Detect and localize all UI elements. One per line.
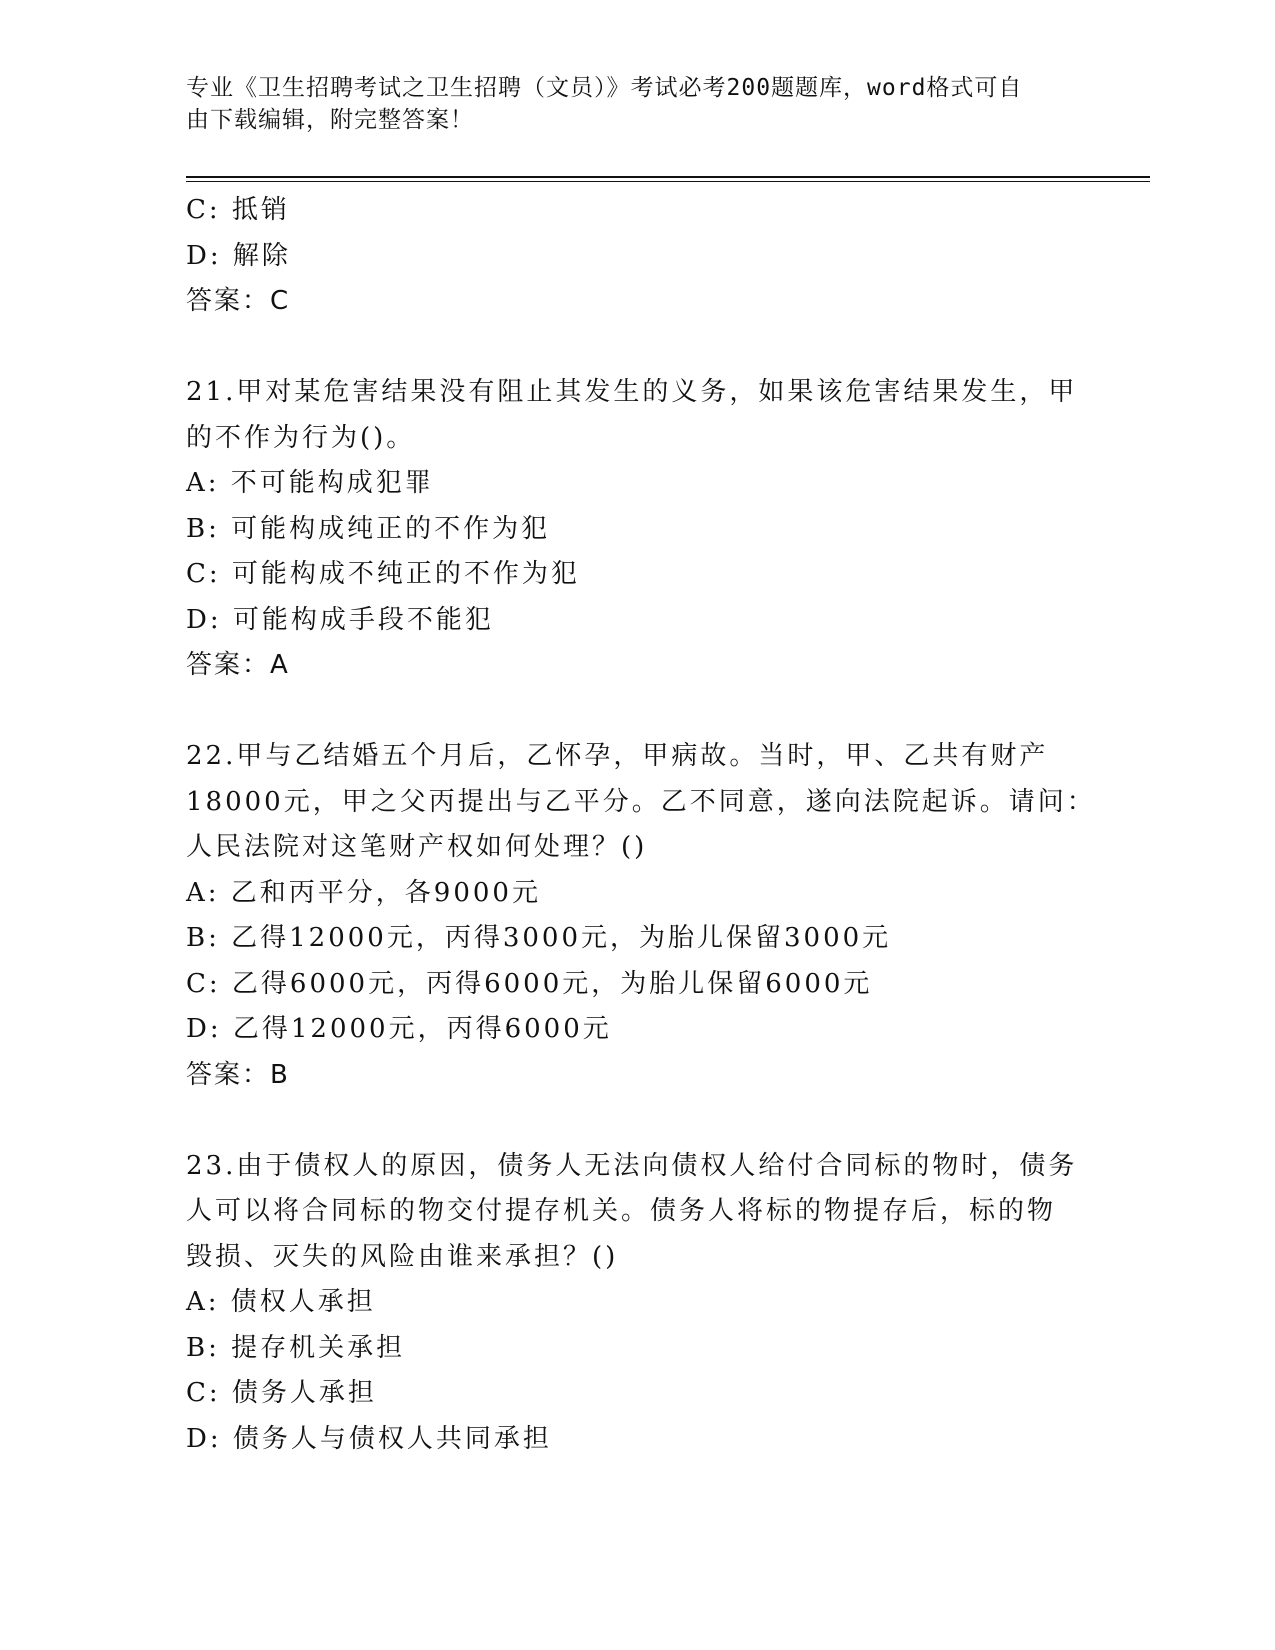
question-text: 毁损、灭失的风险由谁来承担？() <box>186 1241 619 1272</box>
option-b: B: 可能构成纯正的不作为犯 <box>186 513 551 544</box>
question-text: 的不作为行为()。 <box>186 422 416 453</box>
option-c: C: 可能构成不纯正的不作为犯 <box>186 559 580 589</box>
question-23 <box>186 1144 1086 1463</box>
header-line-2: 由下载编辑，附完整答案！ <box>186 107 474 133</box>
question-text: 人民法院对这笔财产权如何处理？() <box>186 832 648 862</box>
question-20-continued <box>186 188 1086 325</box>
question-text: 人可以将合同标的物交付提存机关。债务人将标的物提存后，标的物 <box>186 1196 1057 1226</box>
option-c: C: 债务人承担 <box>186 1378 377 1408</box>
answer-line: 答案：C <box>186 286 291 316</box>
question-text: 18000元，甲之父丙提出与乙平分。乙不同意，遂向法院起诉。请问： <box>186 786 1096 817</box>
spacer <box>186 325 1086 371</box>
option-a: A: 不可能构成犯罪 <box>186 468 434 498</box>
spacer <box>186 689 1086 735</box>
option-a: A: 乙和丙平分，各9000元 <box>186 877 541 908</box>
question-text: 23.由于债权人的原因，债务人无法向债权人给付合同标的物时，债务 <box>186 1150 1078 1181</box>
option-a: A: 债权人承担 <box>186 1287 376 1317</box>
answer-line: 答案：B <box>186 1059 290 1090</box>
spacer <box>186 1098 1086 1144</box>
question-21 <box>186 370 1086 689</box>
document-header <box>186 72 1066 136</box>
option-d: D: 解除 <box>186 240 291 271</box>
header-line-1: 专业《卫生招聘考试之卫生招聘（文员）》考试必考200题题库，word格式可自 <box>186 75 1023 101</box>
option-b: B: 提存机关承担 <box>186 1332 406 1363</box>
option-d: D: 债务人与债权人共同承担 <box>186 1423 552 1454</box>
question-22 <box>186 734 1096 1098</box>
option-c: C: 抵销 <box>186 195 290 225</box>
question-list <box>186 188 1096 1462</box>
option-d: D: 可能构成手段不能犯 <box>186 604 494 635</box>
answer-line: 答案：A <box>186 650 290 680</box>
header-divider <box>186 176 1150 178</box>
option-c: C: 乙得6000元，丙得6000元，为胎儿保留6000元 <box>186 968 873 999</box>
question-text: 22.甲与乙结婚五个月后，乙怀孕，甲病故。当时，甲、乙共有财产 <box>186 741 1049 771</box>
question-text: 21.甲对某危害结果没有阻止其发生的义务，如果该危害结果发生，甲 <box>186 377 1078 407</box>
option-b: B: 乙得12000元，丙得3000元，为胎儿保留3000元 <box>186 923 892 953</box>
option-d: D: 乙得12000元，丙得6000元 <box>186 1014 612 1044</box>
header-divider-thin <box>186 181 1150 182</box>
